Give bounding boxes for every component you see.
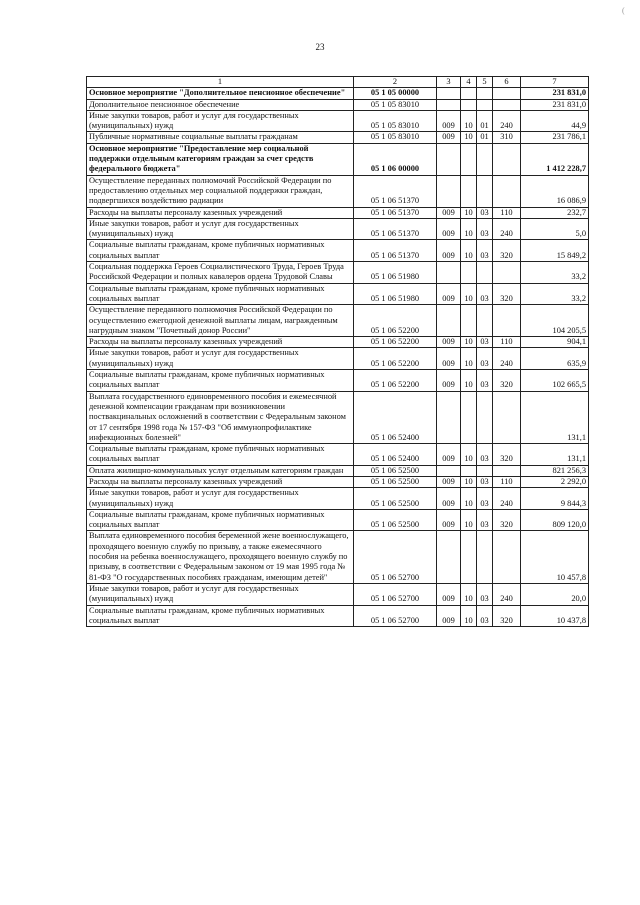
- row-name-cell: Социальные выплаты гражданам, кроме публичных нормативных социальных выплат: [87, 605, 354, 627]
- row-name-cell: Иные закупки товаров, работ и услуг для государственных (муниципальных) нужд: [87, 218, 354, 240]
- table-row: [87, 444, 589, 466]
- row-subsection-cell: 03: [477, 337, 493, 348]
- row-expense-type-cell: [493, 391, 521, 443]
- row-subsection-cell: 03: [477, 218, 493, 240]
- row-name-cell: Расходы на выплаты персоналу казенных учреждений: [87, 337, 354, 348]
- table-row: [87, 262, 589, 284]
- row-code-cell: 05 1 06 52400: [354, 444, 437, 466]
- row-section-cell: [461, 88, 477, 99]
- header-col-4: 4: [461, 77, 477, 88]
- row-admin-cell: 009: [437, 218, 461, 240]
- row-admin-cell: [437, 143, 461, 175]
- table-row: [87, 88, 589, 99]
- row-expense-type-cell: 320: [493, 444, 521, 466]
- table-row: [87, 348, 589, 370]
- row-code-cell: 05 1 06 52200: [354, 370, 437, 392]
- row-code-cell: 05 1 06 52200: [354, 348, 437, 370]
- row-admin-cell: 009: [437, 444, 461, 466]
- row-subsection-cell: [477, 175, 493, 207]
- row-subsection-cell: [477, 531, 493, 583]
- header-col-6: 6: [493, 77, 521, 88]
- table-row: [87, 488, 589, 510]
- row-amount-cell: 231 831,0: [521, 99, 589, 110]
- row-subsection-cell: 03: [477, 476, 493, 487]
- row-section-cell: [461, 531, 477, 583]
- page-number: 23: [315, 42, 325, 52]
- row-admin-cell: 009: [437, 488, 461, 510]
- row-name-cell: Выплата государственного единовременного пособия и ежемесячной денежной компенсации гражданам при возникновении поствакцинальных осложнений в соответствии с Федеральным законом от 17 сентября 1998 года № 157-ФЗ "Об иммунопрофилактике инфекционных болезней": [87, 391, 354, 443]
- row-name-cell: Осуществление переданного полномочия Российской Федерации по осуществлению ежегодной денежной выплаты лицам, награжденным нагрудным знаком "Почетный донор России": [87, 305, 354, 337]
- row-amount-cell: 10 437,8: [521, 605, 589, 627]
- table-row: [87, 143, 589, 175]
- row-amount-cell: 15 849,2: [521, 240, 589, 262]
- row-subsection-cell: 03: [477, 240, 493, 262]
- row-section-cell: 10: [461, 488, 477, 510]
- row-section-cell: 10: [461, 348, 477, 370]
- row-name-cell: Основное мероприятие "Дополнительное пенсионное обеспечение": [87, 88, 354, 99]
- table-row: [87, 99, 589, 110]
- row-expense-type-cell: 320: [493, 370, 521, 392]
- row-code-cell: 05 1 05 00000: [354, 88, 437, 99]
- row-admin-cell: 009: [437, 583, 461, 605]
- row-expense-type-cell: [493, 531, 521, 583]
- row-expense-type-cell: 240: [493, 110, 521, 132]
- table-header-row: [87, 77, 589, 88]
- row-subsection-cell: [477, 305, 493, 337]
- row-amount-cell: 821 256,3: [521, 465, 589, 476]
- table-row: [87, 283, 589, 305]
- row-subsection-cell: 03: [477, 370, 493, 392]
- row-code-cell: 05 1 06 51370: [354, 175, 437, 207]
- row-subsection-cell: 03: [477, 509, 493, 531]
- row-section-cell: 10: [461, 509, 477, 531]
- row-name-cell: Социальные выплаты гражданам, кроме публичных нормативных социальных выплат: [87, 444, 354, 466]
- row-admin-cell: [437, 465, 461, 476]
- row-amount-cell: 10 457,8: [521, 531, 589, 583]
- table-row: [87, 337, 589, 348]
- row-name-cell: Расходы на выплаты персоналу казенных учреждений: [87, 207, 354, 218]
- row-section-cell: 10: [461, 444, 477, 466]
- table-row: [87, 305, 589, 337]
- header-col-5: 5: [477, 77, 493, 88]
- row-amount-cell: 131,1: [521, 391, 589, 443]
- row-expense-type-cell: 320: [493, 605, 521, 627]
- row-name-cell: Оплата жилищно-коммунальных услуг отдельным категориям граждан: [87, 465, 354, 476]
- row-code-cell: 05 1 06 00000: [354, 143, 437, 175]
- row-code-cell: 05 1 06 52500: [354, 465, 437, 476]
- row-name-cell: Социальные выплаты гражданам, кроме публичных нормативных социальных выплат: [87, 283, 354, 305]
- row-section-cell: 10: [461, 370, 477, 392]
- table-row: [87, 391, 589, 443]
- row-section-cell: [461, 391, 477, 443]
- table-row: [87, 240, 589, 262]
- row-amount-cell: 232,7: [521, 207, 589, 218]
- row-expense-type-cell: 240: [493, 583, 521, 605]
- row-admin-cell: 009: [437, 207, 461, 218]
- row-code-cell: 05 1 06 52500: [354, 509, 437, 531]
- header-col-7: 7: [521, 77, 589, 88]
- row-expense-type-cell: 240: [493, 218, 521, 240]
- budget-table: [86, 76, 589, 627]
- row-name-cell: Основное мероприятие "Предоставление мер социальной поддержки отдельным категориям граждан за счет средств федерального бюджета": [87, 143, 354, 175]
- row-amount-cell: 102 665,5: [521, 370, 589, 392]
- row-amount-cell: 131,1: [521, 444, 589, 466]
- row-amount-cell: 16 086,9: [521, 175, 589, 207]
- row-expense-type-cell: 110: [493, 337, 521, 348]
- row-admin-cell: 009: [437, 240, 461, 262]
- row-admin-cell: 009: [437, 476, 461, 487]
- corner-mark: (: [622, 6, 625, 15]
- row-admin-cell: [437, 391, 461, 443]
- row-subsection-cell: 01: [477, 110, 493, 132]
- row-code-cell: 05 1 05 83010: [354, 99, 437, 110]
- row-section-cell: 10: [461, 218, 477, 240]
- row-expense-type-cell: [493, 262, 521, 284]
- row-code-cell: 05 1 06 52500: [354, 488, 437, 510]
- row-admin-cell: [437, 175, 461, 207]
- row-section-cell: [461, 175, 477, 207]
- table-row: [87, 370, 589, 392]
- row-expense-type-cell: 110: [493, 207, 521, 218]
- row-expense-type-cell: 240: [493, 348, 521, 370]
- row-section-cell: 10: [461, 583, 477, 605]
- row-expense-type-cell: 310: [493, 132, 521, 143]
- row-amount-cell: 9 844,3: [521, 488, 589, 510]
- row-section-cell: 10: [461, 132, 477, 143]
- header-col-1: 1: [87, 77, 354, 88]
- row-admin-cell: [437, 531, 461, 583]
- row-section-cell: [461, 465, 477, 476]
- table-row: [87, 132, 589, 143]
- row-subsection-cell: [477, 99, 493, 110]
- row-expense-type-cell: [493, 99, 521, 110]
- table-row: [87, 583, 589, 605]
- row-code-cell: 05 1 05 83010: [354, 132, 437, 143]
- table-row: [87, 476, 589, 487]
- row-name-cell: Иные закупки товаров, работ и услуг для государственных (муниципальных) нужд: [87, 583, 354, 605]
- row-amount-cell: 809 120,0: [521, 509, 589, 531]
- row-section-cell: [461, 305, 477, 337]
- row-section-cell: 10: [461, 605, 477, 627]
- row-code-cell: 05 1 05 83010: [354, 110, 437, 132]
- row-subsection-cell: [477, 465, 493, 476]
- row-code-cell: 05 1 06 51370: [354, 218, 437, 240]
- row-name-cell: Социальные выплаты гражданам, кроме публичных нормативных социальных выплат: [87, 509, 354, 531]
- row-expense-type-cell: 320: [493, 240, 521, 262]
- row-section-cell: [461, 262, 477, 284]
- row-code-cell: 05 1 06 51370: [354, 240, 437, 262]
- row-name-cell: Социальная поддержка Героев Социалистического Труда, Героев Труда Российской Федерации и полных кавалеров ордена Трудовой Славы: [87, 262, 354, 284]
- row-admin-cell: [437, 262, 461, 284]
- row-admin-cell: [437, 99, 461, 110]
- row-amount-cell: 20,0: [521, 583, 589, 605]
- row-code-cell: 05 1 06 52200: [354, 337, 437, 348]
- row-expense-type-cell: [493, 88, 521, 99]
- table-row: [87, 531, 589, 583]
- table-row: [87, 110, 589, 132]
- row-section-cell: 10: [461, 207, 477, 218]
- row-subsection-cell: 03: [477, 605, 493, 627]
- row-name-cell: Иные закупки товаров, работ и услуг для государственных (муниципальных) нужд: [87, 110, 354, 132]
- row-subsection-cell: 01: [477, 132, 493, 143]
- row-subsection-cell: 03: [477, 283, 493, 305]
- row-admin-cell: 009: [437, 605, 461, 627]
- row-admin-cell: 009: [437, 132, 461, 143]
- row-code-cell: 05 1 06 52700: [354, 583, 437, 605]
- row-amount-cell: 904,1: [521, 337, 589, 348]
- row-subsection-cell: 03: [477, 444, 493, 466]
- row-amount-cell: 1 412 228,7: [521, 143, 589, 175]
- row-subsection-cell: 03: [477, 583, 493, 605]
- row-section-cell: 10: [461, 240, 477, 262]
- header-col-3: 3: [437, 77, 461, 88]
- row-admin-cell: 009: [437, 348, 461, 370]
- row-name-cell: Социальные выплаты гражданам, кроме публичных нормативных социальных выплат: [87, 240, 354, 262]
- row-admin-cell: 009: [437, 509, 461, 531]
- row-amount-cell: 33,2: [521, 283, 589, 305]
- row-subsection-cell: 03: [477, 488, 493, 510]
- table-row: [87, 605, 589, 627]
- table-row: [87, 218, 589, 240]
- row-section-cell: [461, 143, 477, 175]
- row-subsection-cell: 03: [477, 207, 493, 218]
- row-admin-cell: 009: [437, 337, 461, 348]
- row-name-cell: Расходы на выплаты персоналу казенных учреждений: [87, 476, 354, 487]
- row-name-cell: Иные закупки товаров, работ и услуг для государственных (муниципальных) нужд: [87, 348, 354, 370]
- row-subsection-cell: [477, 88, 493, 99]
- row-name-cell: Социальные выплаты гражданам, кроме публичных нормативных социальных выплат: [87, 370, 354, 392]
- row-expense-type-cell: [493, 143, 521, 175]
- row-section-cell: 10: [461, 476, 477, 487]
- row-name-cell: Дополнительное пенсионное обеспечение: [87, 99, 354, 110]
- row-admin-cell: [437, 88, 461, 99]
- row-code-cell: 05 1 06 52700: [354, 605, 437, 627]
- row-code-cell: 05 1 06 51980: [354, 262, 437, 284]
- row-expense-type-cell: [493, 465, 521, 476]
- row-section-cell: [461, 99, 477, 110]
- row-expense-type-cell: 320: [493, 283, 521, 305]
- row-subsection-cell: [477, 391, 493, 443]
- row-expense-type-cell: 240: [493, 488, 521, 510]
- table-body: [87, 88, 589, 627]
- row-code-cell: 05 1 06 52200: [354, 305, 437, 337]
- row-expense-type-cell: 320: [493, 509, 521, 531]
- row-code-cell: 05 1 06 52400: [354, 391, 437, 443]
- table-row: [87, 509, 589, 531]
- row-amount-cell: 635,9: [521, 348, 589, 370]
- row-subsection-cell: 03: [477, 348, 493, 370]
- row-name-cell: Выплата единовременного пособия беременной жене военнослужащего, проходящего военную службу по призыву, а также ежемесячного пособия на ребенка военнослужащего, проходящего военную службу по призыву, в соответствии с Федеральным законом от 19 мая 1995 года № 81-ФЗ "О государственных пособиях гражданам, имеющим детей": [87, 531, 354, 583]
- row-name-cell: Публичные нормативные социальные выплаты гражданам: [87, 132, 354, 143]
- row-admin-cell: [437, 305, 461, 337]
- row-admin-cell: 009: [437, 110, 461, 132]
- row-amount-cell: 5,0: [521, 218, 589, 240]
- row-subsection-cell: [477, 143, 493, 175]
- row-amount-cell: 2 292,0: [521, 476, 589, 487]
- row-admin-cell: 009: [437, 283, 461, 305]
- row-section-cell: 10: [461, 337, 477, 348]
- row-amount-cell: 44,9: [521, 110, 589, 132]
- row-subsection-cell: [477, 262, 493, 284]
- row-name-cell: Осуществление переданных полномочий Российской Федерации по предоставлению отдельных мер социальной поддержки граждан, подвергшихся воздействию радиации: [87, 175, 354, 207]
- row-section-cell: 10: [461, 110, 477, 132]
- table-row: [87, 207, 589, 218]
- row-code-cell: 05 1 06 52700: [354, 531, 437, 583]
- row-amount-cell: 231 786,1: [521, 132, 589, 143]
- row-expense-type-cell: [493, 175, 521, 207]
- row-expense-type-cell: [493, 305, 521, 337]
- header-col-2: 2: [354, 77, 437, 88]
- row-admin-cell: 009: [437, 370, 461, 392]
- row-amount-cell: 231 831,0: [521, 88, 589, 99]
- row-section-cell: 10: [461, 283, 477, 305]
- row-amount-cell: 104 205,5: [521, 305, 589, 337]
- row-amount-cell: 33,2: [521, 262, 589, 284]
- table-row: [87, 465, 589, 476]
- row-code-cell: 05 1 06 52500: [354, 476, 437, 487]
- row-code-cell: 05 1 06 51370: [354, 207, 437, 218]
- row-expense-type-cell: 110: [493, 476, 521, 487]
- row-name-cell: Иные закупки товаров, работ и услуг для государственных (муниципальных) нужд: [87, 488, 354, 510]
- table-row: [87, 175, 589, 207]
- row-code-cell: 05 1 06 51980: [354, 283, 437, 305]
